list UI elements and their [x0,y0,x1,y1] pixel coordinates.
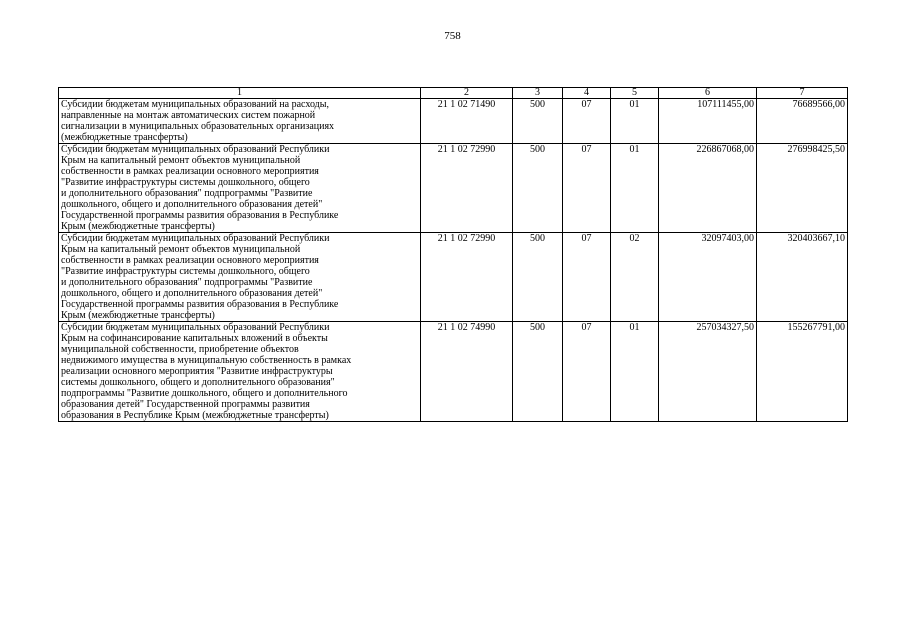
row-description: Субсидии бюджетам муниципальных образований Республики Крым на капитальный ремонт объектов муниципальной собственности в рамках реализации основного мероприятия "Развитие инфраструктуры системы дошкольного, общего и дополнительного образования" подпрограммы "Развитие дошкольного, общего и дополнительного образования детей" Государственной программы развития образования в Республике Крым (межбюджетные трансферты) [59,233,421,322]
row-subsection: 01 [611,144,659,233]
row-amount-col6: 32097403,00 [659,233,757,322]
column-header-5: 5 [611,88,659,99]
row-amount-col6: 257034327,50 [659,322,757,422]
row-section: 07 [563,99,611,144]
row-target-code: 21 1 02 71490 [421,99,513,144]
row-amount-col6: 107111455,00 [659,99,757,144]
row-expense-type: 500 [513,322,563,422]
column-header-3: 3 [513,88,563,99]
row-description: Субсидии бюджетам муниципальных образований на расходы, направленные на монтаж автоматических систем пожарной сигнализации в муниципальных образовательных организациях (межбюджетные трансферты) [59,99,421,144]
header-row [59,88,848,99]
row-target-code: 21 1 02 72990 [421,233,513,322]
row-subsection: 01 [611,322,659,422]
row-amount-col7: 155267791,00 [757,322,848,422]
table-row [59,144,848,233]
budget-table [58,87,848,422]
row-section: 07 [563,144,611,233]
table-row [59,233,848,322]
row-description: Субсидии бюджетам муниципальных образований Республики Крым на софинансирование капитальных вложений в объекты муниципальной собственности, приобретение объектов недвижимого имущества в муниципальную собственность в рамках реализации основного мероприятия "Развитие инфраструктуры системы дошкольного, общего и дополнительного образования" подпрограммы "Развитие дошкольного, общего и дополнительного образования детей" Государственной программы развития образования в Республике Крым (межбюджетные трансферты) [59,322,421,422]
table-row [59,99,848,144]
row-amount-col7: 320403667,10 [757,233,848,322]
row-section: 07 [563,322,611,422]
row-amount-col7: 276998425,50 [757,144,848,233]
row-section: 07 [563,233,611,322]
table-row [59,322,848,422]
row-expense-type: 500 [513,144,563,233]
row-subsection: 02 [611,233,659,322]
column-header-7: 7 [757,88,848,99]
row-amount-col7: 76689566,00 [757,99,848,144]
page-number: 758 [444,30,461,42]
column-header-4: 4 [563,88,611,99]
row-amount-col6: 226867068,00 [659,144,757,233]
row-expense-type: 500 [513,99,563,144]
row-subsection: 01 [611,99,659,144]
row-description: Субсидии бюджетам муниципальных образований Республики Крым на капитальный ремонт объектов муниципальной собственности в рамках реализации основного мероприятия "Развитие инфраструктуры системы дошкольного, общего и дополнительного образования" подпрограммы "Развитие дошкольного, общего и дополнительного образования детей" Государственной программы развития образования в Республике Крым (межбюджетные трансферты) [59,144,421,233]
column-header-2: 2 [421,88,513,99]
row-expense-type: 500 [513,233,563,322]
row-target-code: 21 1 02 72990 [421,144,513,233]
row-target-code: 21 1 02 74990 [421,322,513,422]
column-header-1: 1 [59,88,421,99]
column-header-6: 6 [659,88,757,99]
